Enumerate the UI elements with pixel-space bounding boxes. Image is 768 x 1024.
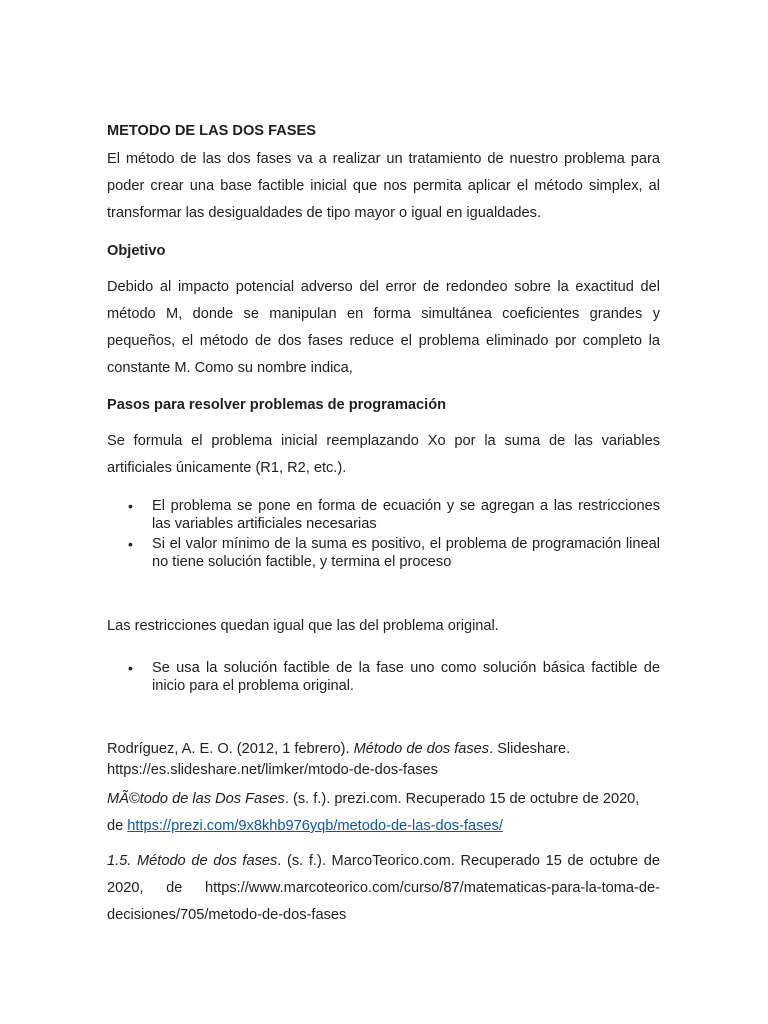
reference-2-de: de bbox=[107, 818, 128, 834]
objetivo-paragraph: Debido al impacto potencial adverso del error de redondeo sobre la exactitud del método M, donde se manipulan en forma simultánea coeficientes grandes y pequeños, el método de dos fases reduce el problema eliminado por completo la constante M. Como su nombre indica, bbox=[107, 279, 660, 376]
pasos-heading: Pasos para resolver problemas de programación bbox=[107, 397, 447, 413]
bullet-icon: • bbox=[128, 498, 133, 514]
reference-2-title: MÃ©todo de las Dos Fases bbox=[107, 791, 285, 807]
bullet-icon: • bbox=[128, 536, 133, 552]
steps-list bbox=[107, 497, 660, 573]
reference-1-title: Método de dos fases bbox=[353, 741, 490, 757]
list-item bbox=[107, 659, 660, 695]
bullet-icon: • bbox=[128, 660, 133, 676]
list-item-text: Si el valor mínimo de la suma es positivo, el problema de programación lineal no tiene solución factible, y termina el proceso bbox=[152, 536, 660, 570]
reference-3-source: . (s. f.). MarcoTeorico.com. Recuperado 15 de octubre de 2020, de https://www.marcoteorico.com/curso/87/matematicas-para-la-toma-de-decisiones/705/metodo-de-dos-fases bbox=[107, 853, 660, 923]
document-title: METODO DE LAS DOS FASES bbox=[107, 123, 316, 139]
reference-2 bbox=[107, 786, 660, 840]
restricciones-paragraph: Las restricciones quedan igual que las del problema original. bbox=[107, 618, 499, 634]
reference-1 bbox=[107, 739, 660, 781]
list-item-text: Se usa la solución factible de la fase uno como solución básica factible de inicio para el problema original. bbox=[152, 660, 660, 694]
reference-2-link[interactable]: https://prezi.com/9x8khb976yqb/metodo-de-las-dos-fases/ bbox=[127, 818, 503, 834]
list-item-text: El problema se pone en forma de ecuación y se agregan a las restricciones las variables artificiales necesarias bbox=[152, 498, 660, 532]
intro-paragraph: El método de las dos fases va a realizar un tratamiento de nuestro problema para poder crear una base factible inicial que nos permita aplicar el método simplex, al transformar las desigualdades de tipo mayor o igual en igualdades. bbox=[107, 151, 660, 221]
reference-2-source: . (s. f.). prezi.com. Recuperado 15 de octubre de 2020, bbox=[284, 791, 640, 807]
phase-list bbox=[107, 659, 660, 697]
list-item bbox=[107, 497, 660, 533]
reference-1-url: https://es.slideshare.net/limker/mtodo-de-dos-fases bbox=[107, 762, 438, 778]
reference-1-source: . Slideshare. bbox=[489, 741, 571, 757]
reference-3-title: 1.5. Método de dos fases bbox=[107, 853, 278, 869]
reference-3 bbox=[107, 848, 660, 929]
objetivo-heading: Objetivo bbox=[107, 243, 166, 259]
list-item bbox=[107, 535, 660, 571]
pasos-paragraph: Se formula el problema inicial reemplazando Xo por la suma de las variables artificiales únicamente (R1, R2, etc.). bbox=[107, 433, 660, 476]
reference-1-authors: Rodríguez, A. E. O. (2012, 1 febrero). bbox=[107, 741, 354, 757]
